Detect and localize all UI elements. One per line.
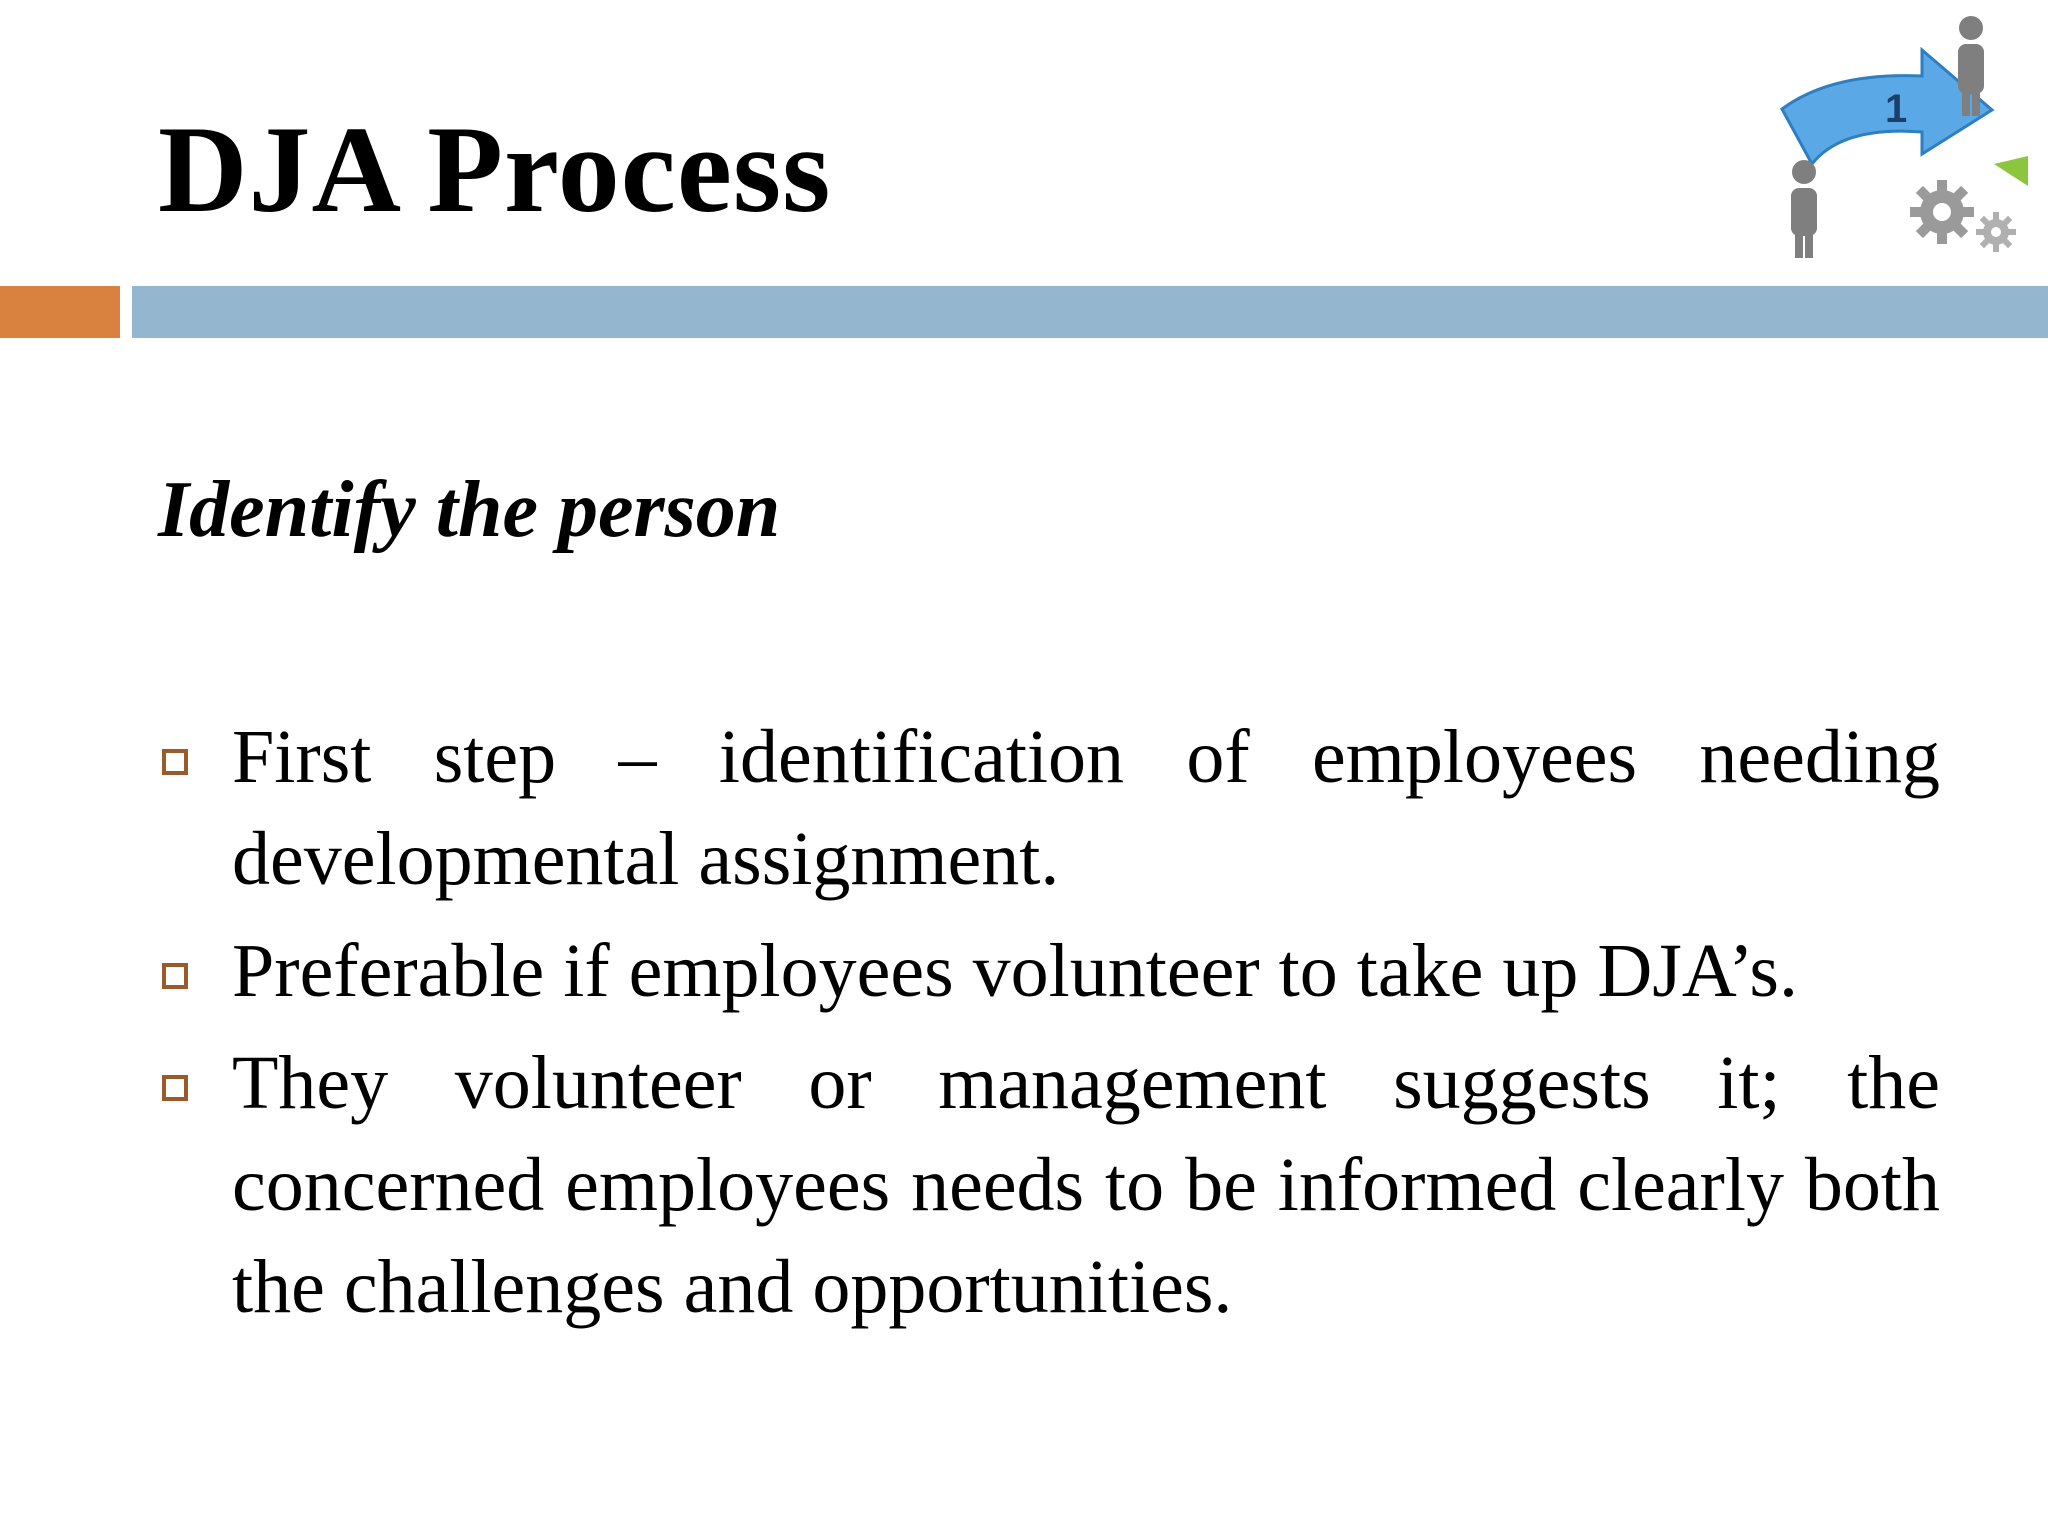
bullet-text: Preferable if employees volunteer to take up DJA’s. <box>232 929 1798 1013</box>
bullet-item <box>158 706 1940 910</box>
process-arrow-people-gears-icon <box>1772 14 2028 274</box>
hollow-square-bullet-icon <box>162 1075 188 1101</box>
slide-subtitle: Identify the person <box>158 466 781 554</box>
step-number: 1 <box>1885 87 1908 131</box>
bullet-list <box>158 706 1940 1348</box>
hollow-square-bullet-icon <box>162 963 188 989</box>
bullet-text: They volunteer or management suggests it; the concerned employees needs to be informed clearly both the challenges and opportunities. <box>232 1041 1940 1329</box>
title-divider-bar <box>132 286 2048 338</box>
bullet-item <box>158 1032 1940 1338</box>
hollow-square-bullet-icon <box>162 749 188 775</box>
bullet-item <box>158 920 1940 1022</box>
slide-title: DJA Process <box>158 101 832 238</box>
title-accent-bar <box>0 286 120 338</box>
bullet-text: First step – identification of employees needing developmental assignment. <box>232 715 1940 901</box>
